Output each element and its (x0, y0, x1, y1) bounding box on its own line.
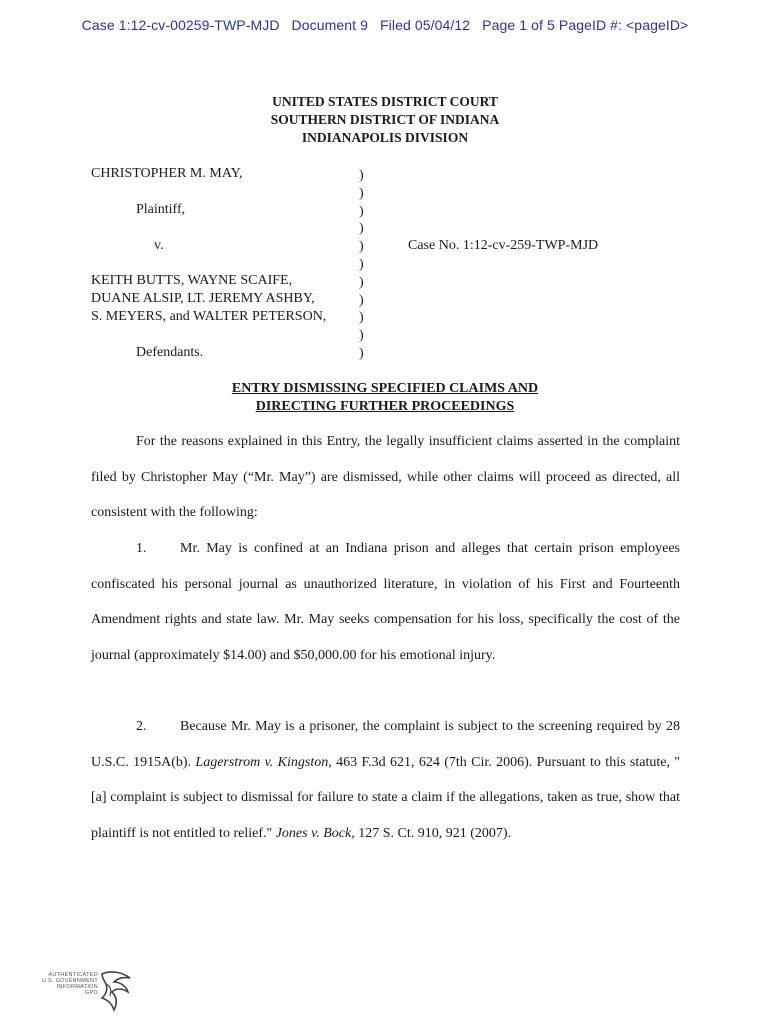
paren: ) (359, 203, 364, 219)
paren: ) (359, 292, 364, 308)
seal-line-3: INFORMATION (56, 984, 98, 990)
seal-text (36, 972, 98, 996)
court-name: UNITED STATES DISTRICT COURT (272, 94, 498, 109)
seal-line-2: U.S. GOVERNMENT (41, 978, 98, 984)
document-header (0, 17, 770, 33)
versus-label: v. (154, 238, 164, 253)
paragraph-1-number: 1. (136, 541, 147, 556)
paren: ) (359, 256, 364, 272)
seal-line-4: GPO (84, 990, 98, 996)
header-page-info: Page 1 of 5 PageID #: <pageID> (482, 17, 689, 33)
plaintiff-label: Plaintiff, (136, 202, 186, 217)
defendants-line-3: S. MEYERS, and WALTER PETERSON, (91, 309, 327, 324)
defendants-line-2: DUANE ALSIP, LT. JEREMY ASHBY, (91, 291, 315, 306)
paragraph-1-text: Mr. May is confined at an Indiana prison and alleges that certain prison employees confiscated his personal journal as unauthorized literature, in violation of his First and Fourteenth Amendment rights and state law. Mr. May seeks compensation for his loss, specifically the cost of the journal (approximately $14.00) and $50,000.00 for his emotional injury. (91, 541, 680, 663)
case-citation-lagerstrom: Lagerstrom v. Kingston, (195, 754, 332, 770)
paragraph-1 (91, 531, 680, 673)
paren: ) (359, 185, 364, 201)
paren: ) (359, 274, 364, 290)
header-document-number: Document 9 (291, 17, 369, 33)
header-filed-date: Filed 05/04/12 (380, 17, 471, 33)
entry-title-line-1: ENTRY DISMISSING SPECIFIED CLAIMS AND (231, 381, 539, 396)
paren: ) (359, 239, 364, 255)
paragraph-2-text-a: Because Mr. May is a prisoner, the complaint is subject to the screening required by 28 U.S.C. 1915A(b). (91, 719, 680, 770)
plaintiff-name: CHRISTOPHER M. MAY, (91, 166, 243, 181)
paren: ) (359, 345, 364, 361)
paragraph-2-text-c: 127 S. Ct. 910, 921 (2007). (358, 825, 512, 841)
caption-divider (359, 167, 364, 363)
paren: ) (359, 328, 364, 344)
court-division: INDIANAPOLIS DIVISION (301, 130, 469, 145)
header-case-number: Case 1:12-cv-00259-TWP-MJD (81, 17, 280, 33)
court-district: SOUTHERN DISTRICT OF INDIANA (270, 112, 500, 127)
defendants-label: Defendants. (136, 345, 204, 360)
case-number: Case No. 1:12-cv-259-TWP-MJD (408, 238, 599, 253)
seal-line-1: AUTHENTICATED (48, 972, 98, 978)
paragraph-2 (91, 709, 680, 851)
court-heading (0, 93, 770, 147)
paren: ) (359, 168, 364, 183)
paren: ) (359, 221, 364, 237)
defendants-line-1: KEITH BUTTS, WAYNE SCAIFE, (91, 273, 293, 288)
entry-title-line-2: DIRECTING FURTHER PROCEEDINGS (255, 399, 515, 414)
intro-text: For the reasons explained in this Entry, the legally insufficient claims asserted in the complaint filed by Christopher May (“Mr. May”) are dismissed, while other claims will proceed as directed, all consistent with the following: (91, 434, 680, 521)
paragraph-2-number: 2. (136, 719, 147, 734)
entry-title (0, 380, 770, 416)
case-citation-jones: Jones v. Bock, (275, 825, 355, 841)
paragraph-2-text-b: 463 F.3d 621, 624 (7th Cir. 2006). Pursuant to this statute, "[a] complaint is subject to dismissal for failure to state a claim if the allegations, taken as true, show that plaintiff is not entitled to relief." (91, 754, 681, 841)
gpo-authentication-seal (36, 972, 136, 1018)
paren: ) (359, 310, 364, 326)
intro-paragraph (91, 424, 680, 531)
eagle-icon (96, 970, 136, 1016)
